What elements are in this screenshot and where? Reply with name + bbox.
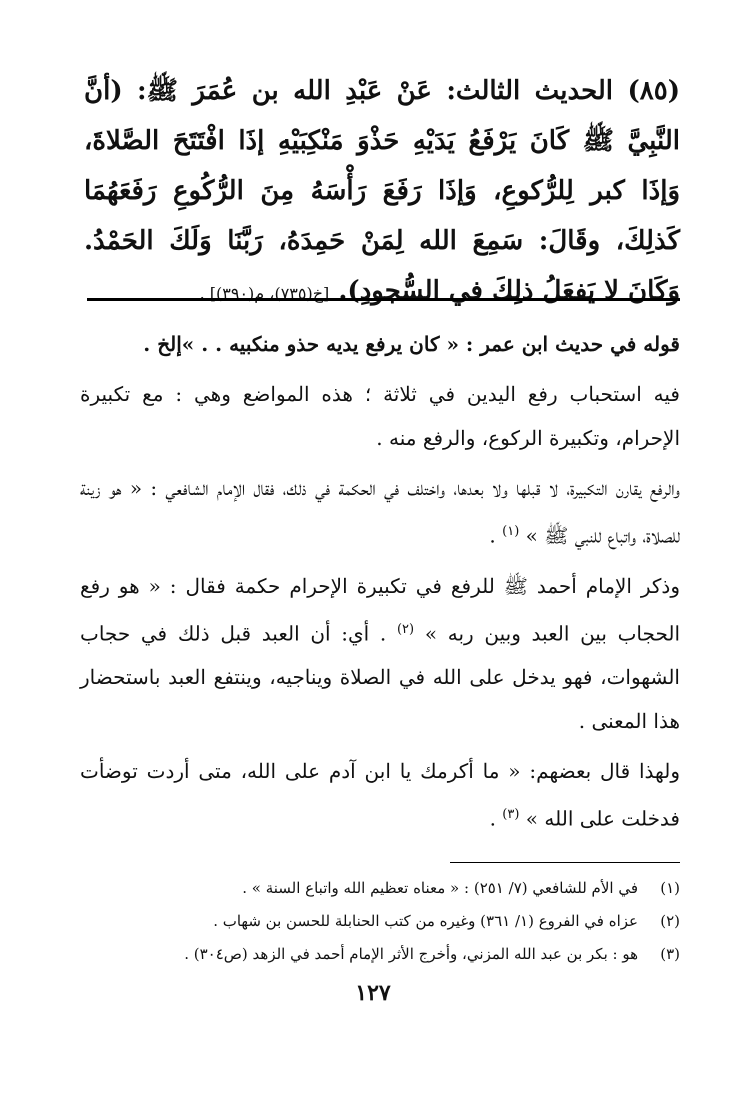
commentary-paragraph-4 (80, 749, 680, 841)
footnote-ref-2: (٢) (396, 621, 415, 637)
footnote-ref-1: (١) (502, 524, 520, 539)
hadith-text: الحديث الثالث: عَنْ عَبْدِ الله بن عُمَرَ ﷺ: (أنَّ النَّبِيَّ ﷺ كَانَ يَرْفَعُ يَدَيْهِ حَذْوَ مَنْكِبَيْهِ إذَا افْتَتَحَ الصَّلاةَ، وَإذَا كبر لِلرُّكوعِ، وَإذَا رَفَعَ رَأْسَهُ مِنَ الرُّكُوعِ رَفَعَهُمَا كَذلِكَ، وقَالَ: سَمِعَ الله لِمَنْ حَمِدَهُ، رَبَّنَا وَلَكَ الحَمْدُ. وَكَانَ لا يَفعَلُ ذلِكَ في السُّجودِ). (84, 76, 680, 306)
footnote-1 (100, 872, 680, 905)
footnotes (100, 872, 680, 971)
paragraph-2-text: والرفع يقارن التكبيرة، لا قبلها ولا بعدها، واختلف في الحكمة في ذلك، فقال الإمام الشافعي : « هو زينة للصلاة، واتباع للنبي ﷺ » (80, 476, 680, 548)
page-number: ١٢٧ (355, 980, 391, 1006)
commentary-paragraph-1: فيه استحباب رفع اليدين في ثلاثة ؛ هذه المواضع وهي : مع تكبيرة الإحرام، وتكبيرة الركوع، والرفع منه . (80, 382, 680, 450)
footnote-text: في الأم للشافعي (٧/ ٢٥١) : « معناه تعظيم الله واتباع السنة » . (242, 879, 638, 897)
footnote-text: هو : بكر بن عبد الله المزني، وأخرج الأثر الإمام أحمد في الزهد (ص٣٠٤) . (184, 945, 638, 963)
paragraph-4-text: ولهذا قال بعضهم: « ما أكرمك يا ابن آدم على الله، متى أردت توضأت فدخلت على الله » (80, 759, 680, 831)
commentary-paragraph-2 (80, 466, 680, 558)
commentary-paragraph-3 (80, 564, 680, 744)
hadith-block (84, 66, 680, 319)
footnote-ref-3: (٣) (502, 807, 520, 823)
footnote-number: (١) (660, 879, 680, 897)
hadith-reference: [خ(٧٣٥)، م(٣٩٠)] . (199, 284, 330, 303)
commentary-lead: قوله في حديث ابن عمر : « كان يرفع يديه حذو منكبيه . . »إلخ . (143, 332, 680, 356)
paragraph-2-end: . (489, 523, 496, 548)
footnote-text: عزاه في الفروع (١/ ٣٦١) وغيره من كتب الحنابلة للحسن بن شهاب . (213, 912, 638, 930)
footnote-number: (٣) (660, 945, 680, 963)
footnote-number: (٢) (660, 912, 680, 930)
footnote-2 (100, 905, 680, 938)
paragraph-3-text-a: وذكر الإمام أحمد ﷺ للرفع في تكبيرة الإحرام حكمة فقال : « هو رفع الحجاب بين العبد وبين ربه » (80, 573, 680, 646)
hadith-number: (٨٥) (627, 76, 680, 106)
section-divider (87, 298, 680, 301)
paragraph-3-text-b: . أي: أن العبد قبل ذلك في حجاب الشهوات، فهو يدخل على الله في الصلاة ويناجيه، وينتفع العبد باستحضار هذا المعنى . (80, 621, 680, 734)
commentary-block (80, 322, 680, 847)
footnote-3 (100, 938, 680, 971)
paragraph-4-end: . (489, 806, 496, 831)
footnote-divider (450, 862, 680, 863)
